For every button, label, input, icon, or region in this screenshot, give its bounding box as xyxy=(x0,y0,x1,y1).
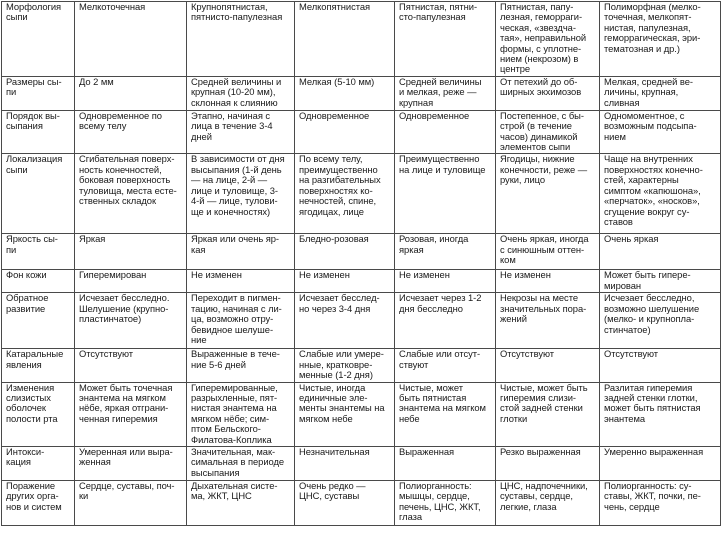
table-cell: Мелкая (5-10 мм) xyxy=(295,76,395,110)
table-cell: Может быть гипере- мирован xyxy=(600,270,721,293)
table-row xyxy=(2,382,721,446)
row-header-cell: Размеры сы- пи xyxy=(2,76,75,110)
table-cell: Не изменен xyxy=(395,270,496,293)
table-cell: Одновременное по всему телу xyxy=(75,110,187,154)
table-cell: Гиперемирован xyxy=(75,270,187,293)
table-cell: Не изменен xyxy=(496,270,600,293)
table-cell: Мелкая, средней ве- личины, крупная, сливная xyxy=(600,76,721,110)
table-row xyxy=(2,270,721,293)
table-cell: Пятнистая, пятни- сто-папулезная xyxy=(395,2,496,77)
table-row xyxy=(2,234,721,270)
table-cell: Этапно, начиная с лица в течение 3-4 дней xyxy=(187,110,295,154)
table-cell: От петехий до об- ширных экхимозов xyxy=(496,76,600,110)
table-cell: Может быть точечная энантема на мягком нёбе, яркая отграни- ченная гиперемия xyxy=(75,382,187,446)
row-header-cell: Изменения слизистых оболочек полости рта xyxy=(2,382,75,446)
table-cell: Умеренно выраженная xyxy=(600,446,721,480)
comparison-table xyxy=(1,1,721,526)
table-row xyxy=(2,154,721,234)
table-cell: Очень яркая, иногда с синюшным оттен- ком xyxy=(496,234,600,270)
table-cell: Исчезает бесследно, возможно шелушение (мелко- и крупнопла- стинчатое) xyxy=(600,293,721,349)
table-cell: Не изменен xyxy=(295,270,395,293)
table-cell: Полиорганность: мышцы, сердце, печень, ЦНС, ЖКТ, глаза xyxy=(395,480,496,525)
table-cell: Сердце, суставы, поч- ки xyxy=(75,480,187,525)
table-cell: Отсутствуют xyxy=(75,349,187,382)
row-header-cell: Фон кожи xyxy=(2,270,75,293)
table-cell: В зависимости от дня высыпания (1-й день — на лице, 2-й — лице и туловище, 3- 4-й — лице, тулови- ще и конечностях) xyxy=(187,154,295,234)
table-cell: По всему телу, преимущественно на разгибательных поверхностях ко- нечностей, спине, ягодицах, лице xyxy=(295,154,395,234)
table-cell: Умеренная или выра- женная xyxy=(75,446,187,480)
row-header-cell: Морфология сыпи xyxy=(2,2,75,77)
table-row xyxy=(2,293,721,349)
table-cell: Исчезает бесследно. Шелушение (крупно- пластинчатое) xyxy=(75,293,187,349)
table-cell: Полиорганность: су- ставы, ЖКТ, почки, пе- чень, сердце xyxy=(600,480,721,525)
row-header-cell: Порядок вы- сыпания xyxy=(2,110,75,154)
table-row xyxy=(2,480,721,525)
table-cell: Пятнистая, папу- лезная, геморраги- ческая, «звездча- тая», неправильной формы, с уплотне- нием (некрозом) в центре xyxy=(496,2,600,77)
table-cell: Не изменен xyxy=(187,270,295,293)
table-cell: Постепенное, с бы- строй (в течение часов) динамикой элементов сыпи xyxy=(496,110,600,154)
table-cell: Выраженные в тече- ние 5-6 дней xyxy=(187,349,295,382)
table-cell: Переходит в пигмен- тацию, начиная с ли- ца, возможно отру- бевидное шелуше- ние xyxy=(187,293,295,349)
table-row xyxy=(2,76,721,110)
table-cell: Ягодицы, нижние конечности, реже — руки, лицо xyxy=(496,154,600,234)
table-cell: Незначительная xyxy=(295,446,395,480)
table-row xyxy=(2,349,721,382)
table-cell: Средней величины и мелкая, реже — крупная xyxy=(395,76,496,110)
table-body xyxy=(2,2,721,526)
table-cell: Чаще на внутренних поверхностях конечно- стей, характерны симптом «капюшона», «перчаток», «носков», сгущение вокруг су- ставов xyxy=(600,154,721,234)
table-cell: Бледно-розовая xyxy=(295,234,395,270)
table-cell: Одномоментное, с возможным подсыпа- нием xyxy=(600,110,721,154)
table-cell: Некрозы на месте значительных пора- жений xyxy=(496,293,600,349)
table-row xyxy=(2,2,721,77)
table-cell: Исчезает бесслед- но через 3-4 дня xyxy=(295,293,395,349)
table-cell: До 2 мм xyxy=(75,76,187,110)
table-cell: Чистые, может быть пятнистая энантема на мягком небе xyxy=(395,382,496,446)
table-cell: Крупнопятнистая, пятнисто-папулезная xyxy=(187,2,295,77)
table-cell: Значительная, мак- симальная в периоде высыпания xyxy=(187,446,295,480)
table-cell: ЦНС, надпочечники, суставы, сердце, легкие, глаза xyxy=(496,480,600,525)
table-cell: Розовая, иногда яркая xyxy=(395,234,496,270)
table-cell: Слабые или умере- нные, кратковре- менные (1-2 дня) xyxy=(295,349,395,382)
table-cell: Яркая или очень яр- кая xyxy=(187,234,295,270)
row-header-cell: Локализация сыпи xyxy=(2,154,75,234)
table-cell: Чистые, иногда единичные эле- менты энантемы на мягком небе xyxy=(295,382,395,446)
table-cell: Резко выраженная xyxy=(496,446,600,480)
table-row xyxy=(2,110,721,154)
table-cell: Очень редко — ЦНС, суставы xyxy=(295,480,395,525)
table-row xyxy=(2,446,721,480)
table-cell: Отсутствуют xyxy=(496,349,600,382)
table-cell: Одновременное xyxy=(295,110,395,154)
row-header-cell: Катаральные явления xyxy=(2,349,75,382)
row-header-cell: Интокси- кация xyxy=(2,446,75,480)
row-header-cell: Яркость сы- пи xyxy=(2,234,75,270)
table-cell: Разлитая гиперемия задней стенки глотки, может быть пятнистая энантема xyxy=(600,382,721,446)
table-cell: Яркая xyxy=(75,234,187,270)
row-header-cell: Обратное развитие xyxy=(2,293,75,349)
table-cell: Чистые, может быть гиперемия слизи- стой задней стенки глотки xyxy=(496,382,600,446)
table-cell: Средней величины и крупная (10-20 мм), склонная к слиянию xyxy=(187,76,295,110)
row-header-cell: Поражение других орга- нов и систем xyxy=(2,480,75,525)
table-cell: Полиморфная (мелко- точечная, мелкопят- нистая, папулезная, геморрагическая, эри- тематозная и др.) xyxy=(600,2,721,77)
table-cell: Отсутствуют xyxy=(600,349,721,382)
table-cell: Исчезает через 1-2 дня бесследно xyxy=(395,293,496,349)
table-cell: Слабые или отсут- ствуют xyxy=(395,349,496,382)
table-cell: Одновременное xyxy=(395,110,496,154)
table-cell: Мелкопятнистая xyxy=(295,2,395,77)
table-cell: Дыхательная систе- ма, ЖКТ, ЦНС xyxy=(187,480,295,525)
table-cell: Очень яркая xyxy=(600,234,721,270)
table-cell: Гиперемированные, разрыхленные, пят- нистая энантема на мягком нёбе; сим- птом Бельского- Филатова-Коплика xyxy=(187,382,295,446)
table-cell: Сгибательная поверх- ность конечностей, боковая поверхность туловища, места есте- ственных складок xyxy=(75,154,187,234)
table-cell: Преимущественно на лице и туловище xyxy=(395,154,496,234)
table-cell: Выраженная xyxy=(395,446,496,480)
table-cell: Мелкоточечная xyxy=(75,2,187,77)
